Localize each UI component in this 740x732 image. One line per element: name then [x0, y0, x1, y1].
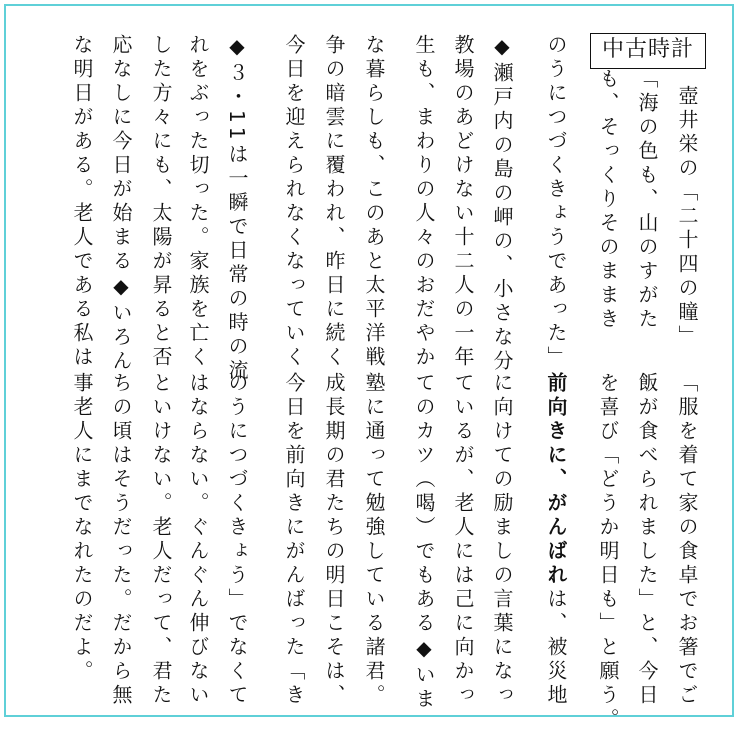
text-column: に向けての励ましの言葉になっ: [490, 372, 514, 708]
text-column: 今日を迎えられなくなっていく: [282, 34, 306, 370]
text-column: ちの頃はそうだった。だから無: [109, 372, 133, 708]
text-column: 事老人にまでなれたのだよ。: [70, 372, 94, 684]
text-column: 今日を前向きにがんばった「き: [282, 372, 306, 708]
text-column: 争の暗雲に覆われ、昨日に続く: [322, 34, 346, 370]
text-column: ◆３・11は一瞬で日常の時の流: [225, 34, 249, 384]
text-column: といけない。老人だって、君た: [149, 372, 173, 708]
text-column: 教場のあどけない十二人の一年: [451, 34, 475, 370]
text-column: 「服を着て家の食卓でお箸でご: [675, 372, 699, 708]
text-column: 生も、まわりの人々のおだやか: [412, 34, 436, 370]
text-column: ◆瀬戸内の島の岬の、小さな分: [490, 34, 514, 374]
emphasis-text: 前向きに、がんばれ: [544, 372, 568, 588]
text-column: ているが、老人には己に向かっ: [451, 372, 475, 708]
text-column: 「海の色も、山のすがた: [635, 68, 659, 332]
text-column: 壺井栄の「二十四の瞳」: [675, 85, 699, 349]
text-column: 塾に通って勉強している諸君。: [362, 372, 386, 708]
text-column: のうにつづくきょう」でなくて: [225, 372, 249, 708]
text-column: を喜び「どうか明日も」と願う。: [596, 372, 620, 732]
text-column: 応なしに今日が始まる◆いろん: [109, 34, 133, 374]
text-column: な暮らしも、このあと太平洋戦: [362, 34, 386, 370]
text-column: [541, 372, 571, 708]
text-column: 成長期の君たちの明日こそは、: [322, 372, 346, 708]
text-column: も、そっくりそのままき: [596, 68, 620, 332]
column-title: 中古時計: [590, 33, 706, 69]
text-column: れをぶった切った。家族を亡く: [186, 34, 210, 370]
text-column: な明日がある。老人である私は: [70, 34, 94, 370]
text-column: した方々にも、太陽が昇ると否: [149, 34, 173, 370]
text-run: は、被災地: [544, 588, 568, 708]
text-column: 飯が食べられました」と、今日: [635, 372, 659, 708]
text-column: はならない。ぐんぐん伸びない: [186, 372, 210, 708]
text-column: てのカツ（喝）でもある◆いま: [412, 372, 436, 712]
text-column: のうにつづくきょうであった」: [544, 34, 568, 370]
